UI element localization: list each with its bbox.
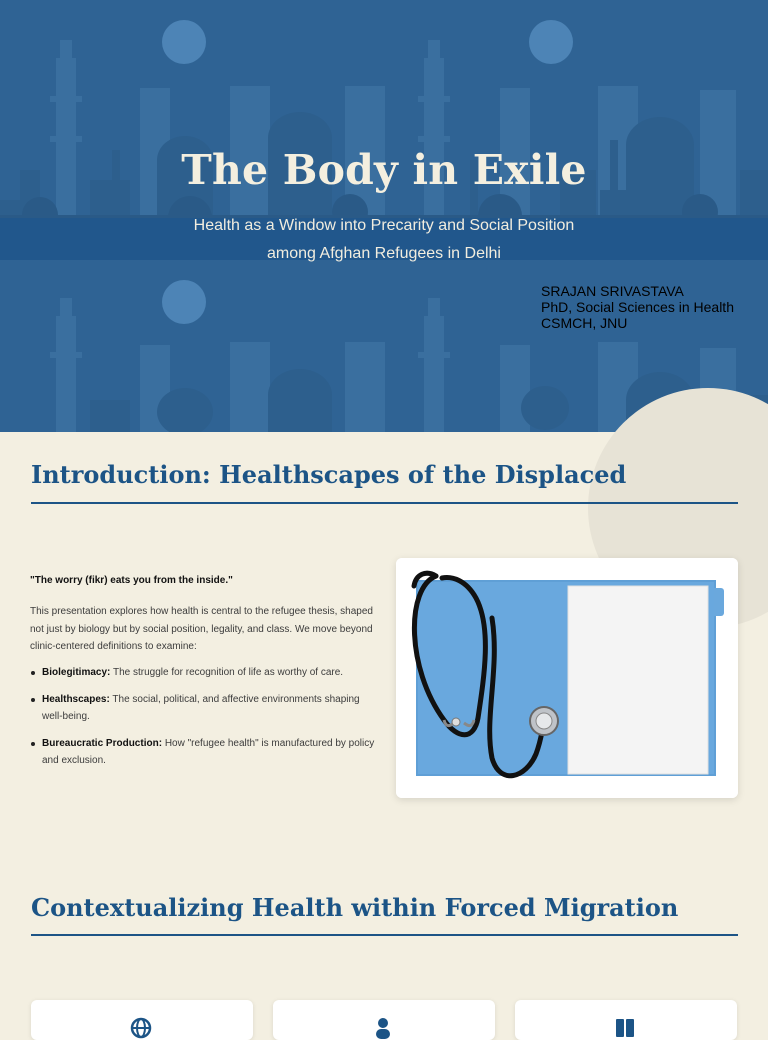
bullet-text: How "refugee health" is manufactured by policy and exclusion. [42,737,375,766]
author-degree: PhD, Social Sciences in Health [541,299,734,315]
author-institution: CSMCH, JNU [541,315,628,331]
person-icon [372,1017,394,1039]
context-section-title: Contextualizing Health within Forced Migration [31,893,679,922]
context-title-underline [31,934,738,936]
context-card-2 [273,1000,495,1040]
author-block [541,283,734,331]
bullet-term: Biolegitimacy: [42,667,111,678]
presentation-title: The Body in Exile [181,146,587,194]
presentation-subtitle-line-2: among Afghan Refugees in Delhi [267,245,501,262]
presentation-subtitle-line-1: Health as a Window into Precarity and Social Position [193,217,575,234]
delhi-skyline-background [0,0,768,432]
intro-title-underline [31,502,738,504]
stethoscope-folder-image-card [396,558,738,798]
bullet-term: Healthscapes: [42,693,110,705]
context-card-3 [515,1000,737,1040]
author-name: SRAJAN SRIVASTAVA [541,283,684,299]
list-item [30,664,375,682]
intro-bullet-list [30,664,375,779]
list-item [30,691,375,726]
title-slide-hero [0,0,768,432]
book-icon [614,1017,636,1039]
bullet-text: The struggle for recognition of life as worthy of care. [112,667,344,678]
intro-paragraph: This presentation explores how health is central to the refugee thesis, shaped not just by biology but by social position, legality, and class. We move beyond clinic-centered definitions to examine: [30,606,373,652]
bullet-text: The social, political, and affective environments shaping well-being. [42,693,360,722]
bullet-term: Bureaucratic Production: [42,737,163,749]
intro-section-title: Introduction: Healthscapes of the Displaced [31,460,627,489]
stethoscope-folder-illustration [396,558,738,798]
intro-quote: "The worry (fikr) eats you from the inside." [30,575,233,586]
context-card-1 [31,1000,253,1040]
globe-icon [130,1017,152,1039]
list-item [30,735,375,770]
